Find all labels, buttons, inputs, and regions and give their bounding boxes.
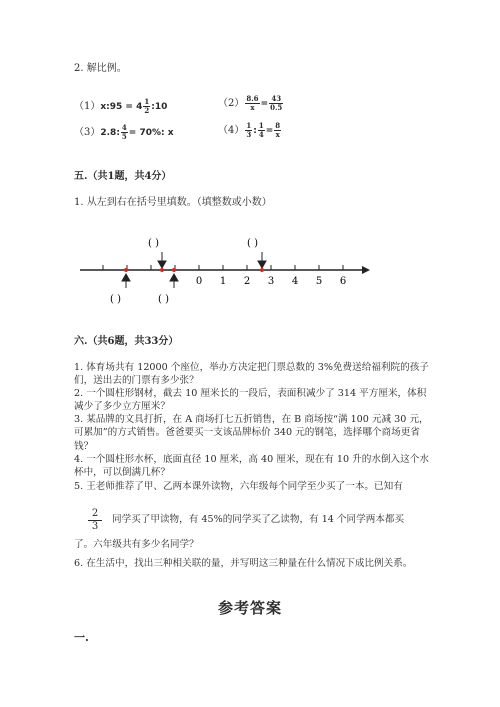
down-arrow-icon — [158, 252, 166, 268]
q2-item-2: （2） $\frac{8.6}{x}$ = $\frac{43}{0.5}$ — [218, 94, 283, 112]
answer-bracket: ( ) — [148, 238, 159, 249]
tick-label: 1 — [219, 276, 227, 287]
down-arrow-icon — [258, 252, 266, 268]
section-5-title: 五.（共1题，共4分） — [74, 171, 172, 182]
tick-label: 6 — [339, 276, 347, 287]
section-6-title: 六.（共6题，共33分） — [74, 336, 179, 347]
problem-5-fraction: 2 3 — [88, 508, 102, 533]
problem-1: 1. 体育场共有 12000 个座位，举办方决定把门票总数的 3%免费送给福利院的孩子们，送出去的门票有多少张？ — [74, 362, 429, 387]
tick-label: 3 — [267, 276, 275, 287]
axis-ticks — [103, 265, 343, 270]
problem-4: 4. 一个圆柱形水杯，底面直径 10 厘米，高 40 厘米，现在有 10 升的水倒入这个水杯中，可以倒满几杯？ — [74, 454, 429, 479]
up-arrow-icon — [170, 274, 178, 288]
tick-label: 0 — [195, 276, 203, 287]
q2-item-3: （3）2.8: $\frac{4}{5}$ = 70%: x — [74, 123, 174, 141]
up-arrow-icon — [122, 274, 130, 288]
answers-section-1: 一. — [74, 631, 89, 644]
red-point — [172, 268, 176, 272]
red-point — [260, 268, 264, 272]
answer-bracket: ( ) — [158, 294, 169, 305]
problem-3: 3. 某品牌的文具打折，在 A 商场打七五折销售，在 B 商场按“满 100 元减 30 元，可累加”的方式销售。爸爸要买一支该品牌标价 340 元的钢笔，选择哪个商场更省钱？ — [74, 414, 429, 452]
problem-5-end: 了。六年级共有多少名同学？ — [74, 539, 199, 550]
item-number: （1） — [74, 101, 101, 112]
problem-5-continuation: 同学买了甲读物，有 45%的同学买了乙读物，有 14 个同学两本都买 — [112, 514, 405, 525]
q2-item-1: （1）x:95 = 4 $\frac{1}{2}$ :10 — [74, 97, 168, 115]
tick-label: 5 — [315, 276, 323, 287]
axis-arrow-icon — [362, 266, 370, 274]
tick-label: 2 — [243, 276, 251, 287]
problem-2: 2. 一个圆柱形钢材，截去 10 厘米长的一段后，表面积减少了 314 平方厘米，体积减少了多少立方厘米？ — [74, 388, 427, 413]
number-line-figure — [70, 230, 390, 310]
tick-label: 4 — [291, 276, 299, 287]
red-point — [124, 268, 128, 272]
q2-heading: 2. 解比例。 — [74, 63, 127, 74]
answers-title: 参考答案 — [217, 599, 282, 617]
problem-6: 6. 在生活中，找出三种相关联的量，并写明这三种量在什么情况下成比例关系。 — [74, 558, 413, 569]
section-5-question-1: 1. 从左到右在括号里填数。（填整数或小数） — [74, 197, 272, 208]
answer-bracket: ( ) — [110, 294, 121, 305]
red-point — [160, 268, 164, 272]
answer-bracket: ( ) — [247, 238, 258, 249]
problem-5: 5. 王老师推荐了甲、乙两本课外读物，六年级每个同学至少买了一本。已知有 — [74, 481, 403, 492]
q2-item-4: （4） $\frac{1}{3}$ : $\frac{1}{4}$ = $\frac{8}{x}$ — [218, 121, 281, 139]
